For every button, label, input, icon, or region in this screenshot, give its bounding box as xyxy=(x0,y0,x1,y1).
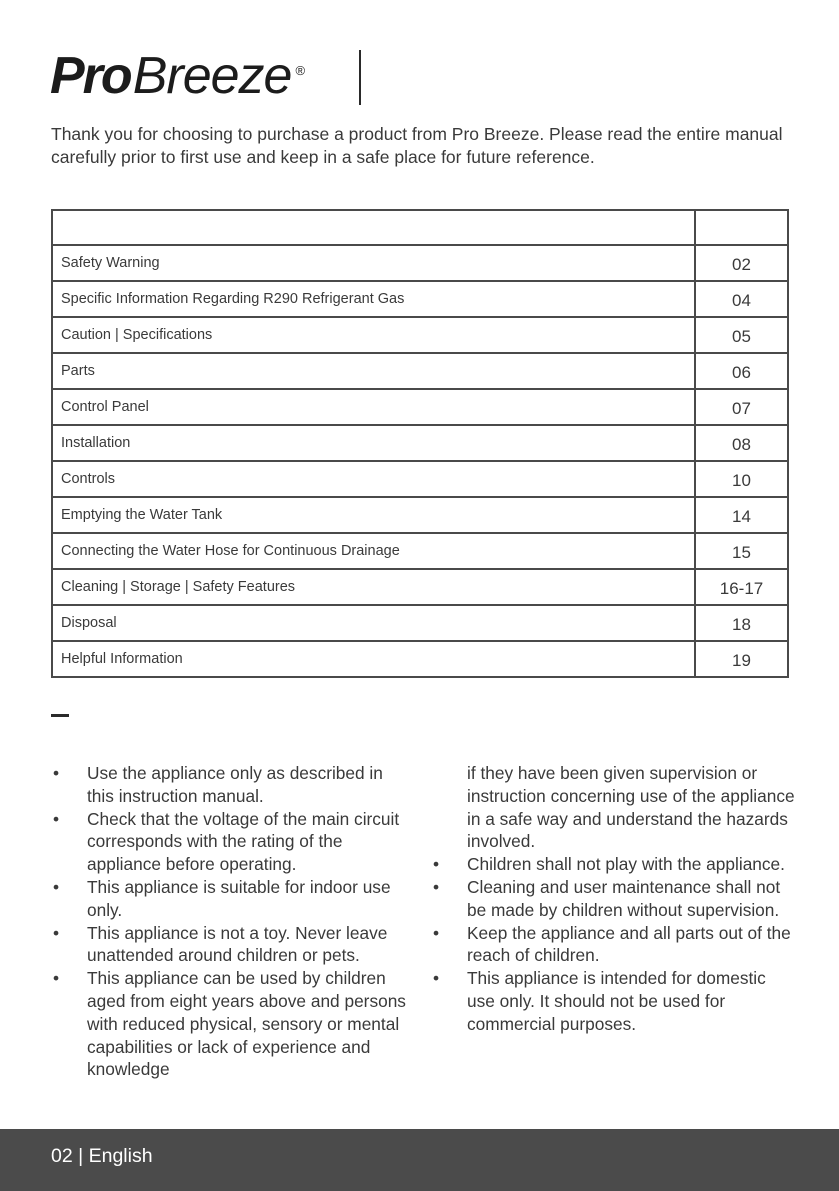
bullet-icon: • xyxy=(433,922,440,943)
probreeze-logo xyxy=(50,48,305,106)
safety-list-left xyxy=(51,762,411,1081)
toc-entry-title: Parts xyxy=(52,353,695,389)
toc-entry-title: Installation xyxy=(52,425,695,461)
toc-row xyxy=(52,605,788,641)
toc-entry-page: 08 xyxy=(695,425,788,461)
footer-page-label: 02 | English xyxy=(51,1145,153,1167)
list-item-text: Keep the appliance and all parts out of the reach of children. xyxy=(467,922,791,966)
toc-entry-title: Specific Information Regarding R290 Refrigerant Gas xyxy=(52,281,695,317)
toc-row xyxy=(52,569,788,605)
toc-header-row xyxy=(52,210,788,245)
list-item xyxy=(431,967,796,1035)
toc-entry-page: 10 xyxy=(695,461,788,497)
toc-entry-title: Disposal xyxy=(52,605,695,641)
bullet-icon: • xyxy=(433,854,440,875)
list-item xyxy=(431,853,796,876)
toc-entry-title: Connecting the Water Hose for Continuous Drainage xyxy=(52,533,695,569)
toc-row xyxy=(52,389,788,425)
list-item-text: This appliance can be used by children aged from eight years above and persons with reduced physical, sensory or mental capabilities or lack of experience and knowledge xyxy=(87,968,406,1080)
list-item xyxy=(51,967,411,1081)
toc-row xyxy=(52,641,788,677)
toc-row xyxy=(52,353,788,389)
safety-list-right xyxy=(431,762,796,1036)
bullet-icon: • xyxy=(53,876,60,897)
table-of-contents xyxy=(51,209,789,678)
list-item xyxy=(431,876,796,922)
toc-entry-title: Cleaning | Storage | Safety Features xyxy=(52,569,695,605)
header-divider xyxy=(359,50,361,105)
list-item xyxy=(51,762,411,808)
bullet-icon: • xyxy=(53,922,60,943)
toc-entry-title: Controls xyxy=(52,461,695,497)
list-item xyxy=(51,808,411,876)
list-item xyxy=(431,922,796,968)
toc-entry-page: 06 xyxy=(695,353,788,389)
toc-row xyxy=(52,533,788,569)
toc-row xyxy=(52,461,788,497)
bullet-icon: • xyxy=(53,808,60,829)
bullet-icon: • xyxy=(433,968,440,989)
toc-entry-title: Helpful Information xyxy=(52,641,695,677)
list-item-text: Use the appliance only as described in this instruction manual. xyxy=(87,763,383,806)
list-item-text: Children shall not play with the appliance. xyxy=(467,854,785,875)
bullet-icon: • xyxy=(53,968,60,989)
toc-row xyxy=(52,317,788,353)
logo-pro-text: Pro xyxy=(50,47,131,105)
section-dash xyxy=(51,714,69,717)
list-item-text: Cleaning and user maintenance shall not be made by children without supervision. xyxy=(467,876,781,920)
toc-header-page xyxy=(695,210,788,245)
list-item-text: Check that the voltage of the main circuit corresponds with the rating of the appliance before operating. xyxy=(87,808,400,875)
list-item-text: This appliance is intended for domestic use only. It should not be used for commercial purposes. xyxy=(467,968,766,1034)
page-footer xyxy=(0,1129,839,1191)
toc-entry-title: Safety Warning xyxy=(52,245,695,281)
toc-row xyxy=(52,425,788,461)
toc-header-title xyxy=(52,210,695,245)
list-item-continued: if they have been given supervision or instruction concerning use of the appliance in a safe way and understand the hazards involved. xyxy=(467,763,795,852)
toc-row xyxy=(52,281,788,317)
toc-entry-title: Control Panel xyxy=(52,389,695,425)
registered-mark: ® xyxy=(295,63,306,78)
toc-row xyxy=(52,497,788,533)
toc-entry-page: 14 xyxy=(695,497,788,533)
list-item xyxy=(51,876,411,922)
toc-entry-page: 02 xyxy=(695,245,788,281)
list-item xyxy=(51,922,411,968)
bullet-icon: • xyxy=(433,876,440,897)
bullet-icon: • xyxy=(53,763,60,783)
toc-entry-page: 05 xyxy=(695,317,788,353)
toc-entry-page: 19 xyxy=(695,641,788,677)
toc-row xyxy=(52,245,788,281)
toc-entry-page: 04 xyxy=(695,281,788,317)
toc-entry-title: Emptying the Water Tank xyxy=(52,497,695,533)
toc-entry-title: Caution | Specifications xyxy=(52,317,695,353)
toc-entry-page: 07 xyxy=(695,389,788,425)
intro-paragraph: Thank you for choosing to purchase a product from Pro Breeze. Please read the entire manual carefully prior to first use and keep in a safe place for future reference. xyxy=(51,124,783,167)
logo-breeze-text: Breeze xyxy=(132,47,292,105)
toc-entry-page: 18 xyxy=(695,605,788,641)
toc-entry-page: 15 xyxy=(695,533,788,569)
list-item-text: This appliance is not a toy. Never leave unattended around children or pets. xyxy=(87,922,388,966)
toc-entry-page: 16-17 xyxy=(695,569,788,605)
list-item-text: This appliance is suitable for indoor use only. xyxy=(87,876,391,920)
